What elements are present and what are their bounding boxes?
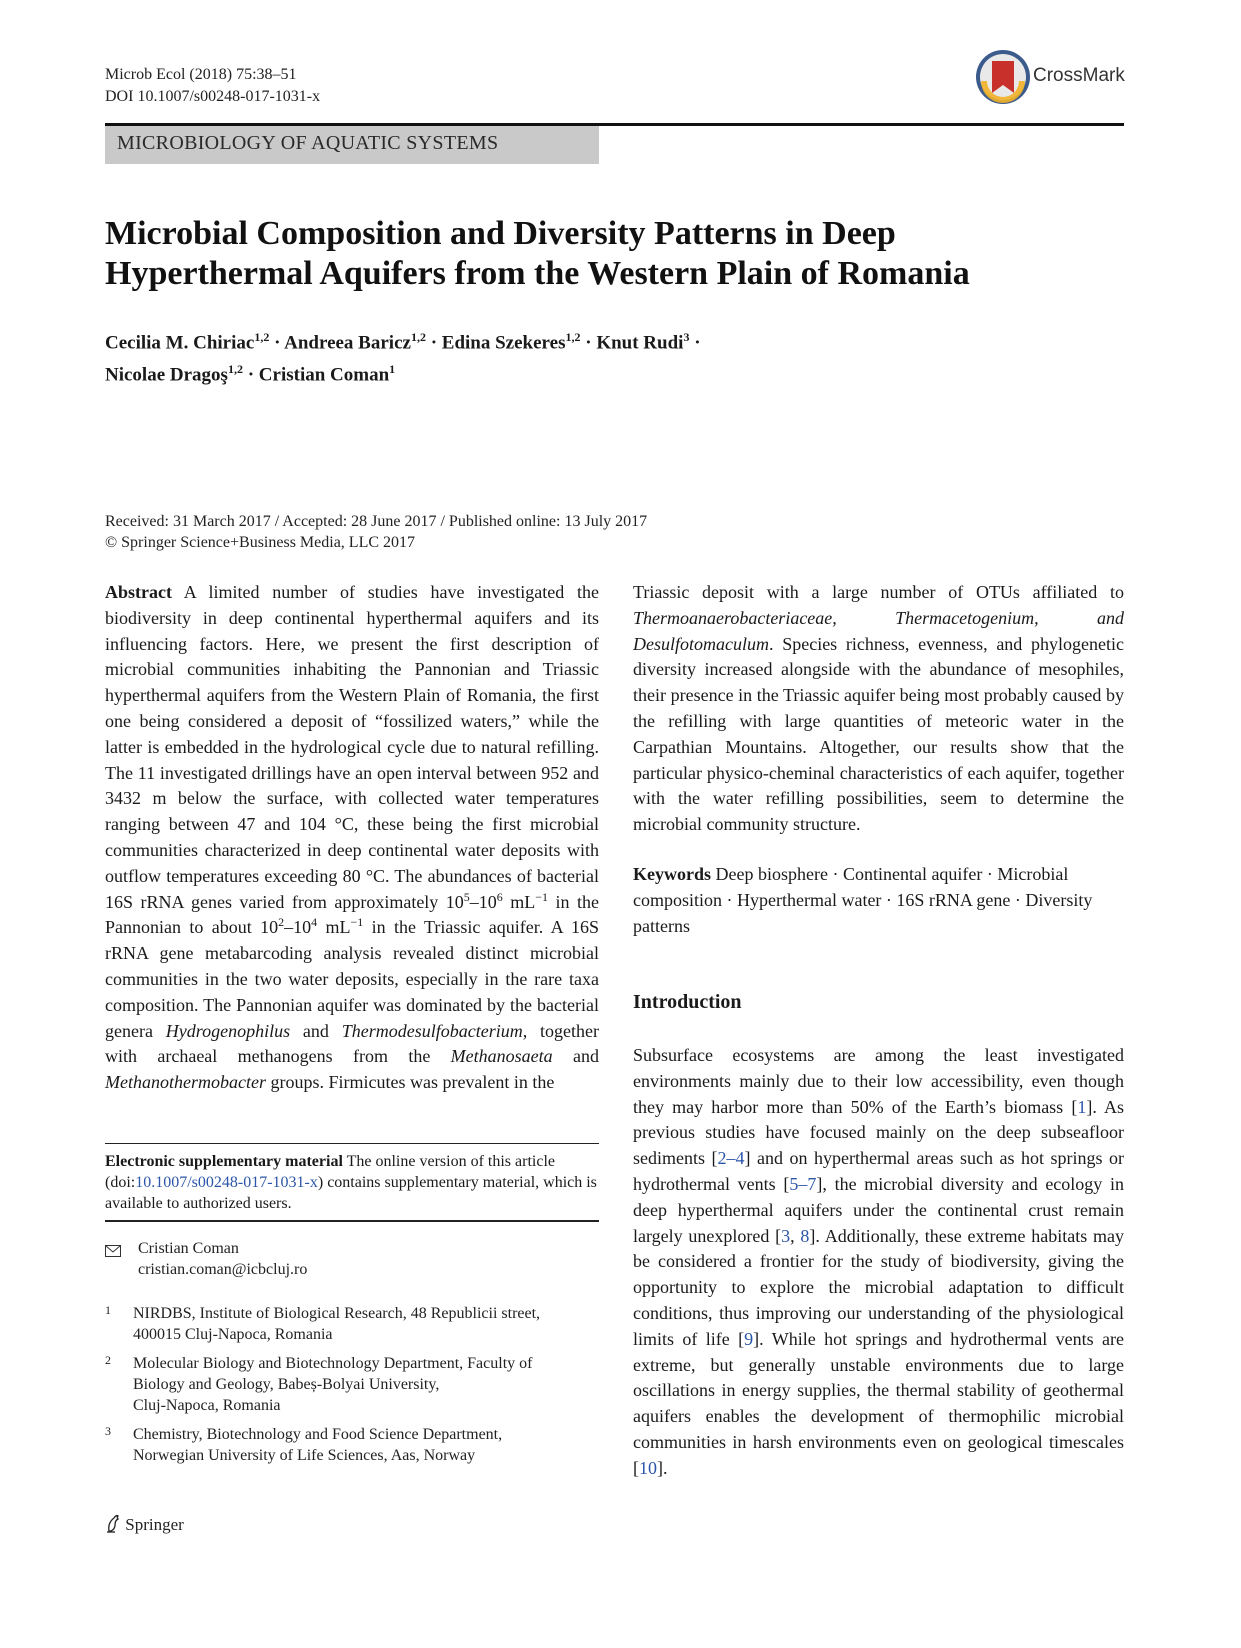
superscript: −1 <box>535 889 549 904</box>
affiliation-line: Molecular Biology and Biotechnology Department, Faculty of <box>133 1355 533 1372</box>
abstract-left-column <box>105 580 599 1096</box>
abstract-text: and <box>552 1046 599 1067</box>
abstract-text: groups. Firmicutes was prevalent in the <box>265 1072 555 1093</box>
author-affiliation: 3 <box>683 330 690 344</box>
intro-text: ]. Additionally, these extreme habitats may be considered a frontier for the study of biodiversity, giving the opportunity to explore the microbial adaptation to difficult conditions, thus improving our understanding of the physiological limits of life [ <box>633 1225 1124 1349</box>
envelope-icon <box>105 1245 121 1257</box>
intro-text: ]. As previous studies have focused mainly on the deep subseafloor sediments [ <box>633 1096 1124 1169</box>
corresponding-name: Cristian Coman <box>138 1240 239 1257</box>
copyright-line: © Springer Science+Business Media, LLC 2017 <box>105 534 416 551</box>
superscript: 6 <box>496 889 503 904</box>
citation-link[interactable]: 1 <box>1077 1096 1087 1117</box>
author-affiliation: 1,2 <box>410 330 426 344</box>
author-affiliation: 1,2 <box>565 330 581 344</box>
abstract-text: . Species richness, evenness, and phylogenetic diversity increased alongside with the abundance of mesophiles, their presence in the Triassic aquifer being most probably caused by the refilling with large quantities of meteoric water in the Carpathian Mountains. Altogether, our results show that the particular physico-cheminal characteristics of each aquifer, together with the water refilling possibilities, seem to determine the microbial community structure. <box>633 633 1124 835</box>
affiliation-number: 3 <box>105 1424 111 1438</box>
title-line-2: Hyperthermal Aquifers from the Western Plain of Romania <box>105 255 970 292</box>
abstract-paragraph <box>105 580 599 1096</box>
taxon-name: Thermodesulfobacterium <box>341 1020 523 1041</box>
intro-text: ]. <box>657 1457 668 1478</box>
publisher-name: Springer <box>125 1515 184 1534</box>
author-list <box>105 324 1005 389</box>
taxon-name: Hydrogenophilus <box>165 1020 291 1041</box>
author-line-2: Nicolae Dragoş$^{1,2}$ · Cristian Coman$^1$ <box>105 362 396 386</box>
keywords <box>633 862 1124 939</box>
author-affiliation: 1,2 <box>254 330 270 344</box>
affiliation-line: Norwegian University of Life Sciences, Aas, Norway <box>133 1447 476 1464</box>
author-name[interactable]: Andreea Baricz <box>284 332 411 354</box>
author-name[interactable]: Knut Rudi <box>596 332 684 354</box>
author-affiliation: 1 <box>389 362 396 377</box>
author-name[interactable]: Cristian Coman <box>258 364 390 386</box>
abstract-right-column <box>633 580 1124 939</box>
superscript: −1 <box>350 915 364 930</box>
crossmark-badge[interactable] <box>975 47 1125 107</box>
affiliation-number: 1 <box>105 1303 111 1317</box>
crossmark-label: CrossMark <box>1033 65 1125 86</box>
abstract-label: Abstract <box>105 582 172 602</box>
citation-link[interactable]: 10 <box>639 1457 657 1478</box>
abstract-text: mL <box>317 917 351 938</box>
publisher-footer <box>105 1513 184 1535</box>
corresponding-author <box>138 1238 307 1280</box>
citation-link[interactable]: 9 <box>744 1328 754 1349</box>
affiliation-line: Cluj-Napoca, Romania <box>133 1397 281 1414</box>
introduction-heading: Introduction <box>633 991 742 1013</box>
abstract-text: Triassic deposit with a large number of OTUs affiliated to <box>633 582 1124 602</box>
abstract-text: , together with archaeal methanogens from the <box>105 1020 599 1067</box>
affiliation-line: 400015 Cluj-Napoca, Romania <box>133 1326 333 1343</box>
esm-label: Electronic supplementary material <box>105 1153 343 1170</box>
abstract-text: mL <box>502 891 536 912</box>
intro-text: Subsurface ecosystems are among the least investigated environments mainly due to their low accessibility, even though they may harbor more than 50% of the Earth’s biomass [ <box>633 1045 1124 1117</box>
affiliation-2 <box>105 1353 605 1416</box>
doi-link[interactable]: 10.1007/s00248-017-1031-x <box>135 1174 318 1191</box>
intro-text: ]. While hot springs and hydrothermal vents are extreme, but generally unstable environments due to large oscillations in energy supplies, the thermal stability of geothermal aquifers enables the development of thermophilic microbial communities in harsh environments even on geological timescales [ <box>633 1328 1124 1478</box>
section-label <box>105 126 599 164</box>
abstract-continuation <box>633 580 1124 838</box>
abstract-text: in the Triassic aquifer. A 16S rRNA gene metabarcoding analysis revealed distinct microbial communities in the two water deposits, especially in the rare taxa composition. The Pannonian aquifer was dominated by the bacterial genera <box>105 917 600 1041</box>
esm-text: The online version of this article (doi: <box>105 1153 555 1191</box>
springer-horse-icon <box>105 1513 121 1533</box>
abstract-text: and <box>290 1020 342 1041</box>
corresponding-email[interactable]: cristian.coman@icbcluj.ro <box>138 1261 308 1278</box>
citation-link[interactable]: 2–4 <box>717 1148 745 1169</box>
article-title <box>105 214 1105 294</box>
title-line-1: Microbial Composition and Diversity Patterns in Deep <box>105 215 896 252</box>
abstract-text: –10 <box>284 917 312 938</box>
superscript: 5 <box>463 889 470 904</box>
author-affiliation: 1,2 <box>227 362 243 377</box>
superscript: 2 <box>278 915 285 930</box>
introduction-body <box>633 1043 1124 1482</box>
journal-info <box>105 64 320 108</box>
publication-dates <box>105 511 805 553</box>
affiliation-line: Biology and Geology, Babeș-Bolyai University, <box>133 1376 440 1393</box>
keywords-label: Keywords <box>633 863 711 884</box>
superscript: 4 <box>311 915 318 930</box>
section-label-text: MICROBIOLOGY OF AQUATIC SYSTEMS <box>117 132 499 154</box>
author-name[interactable]: Edina Szekeres <box>441 332 566 354</box>
abstract-text: in the Pannonian to about 10 <box>105 891 600 938</box>
abstract-text: –10 <box>469 891 497 912</box>
intro-text: , <box>790 1225 801 1246</box>
taxon-name: Thermoanaerobacteriaceae, Thermacetogenium, and Desulfotomaculum <box>633 607 1124 654</box>
doi: DOI 10.1007/s00248-017-1031-x <box>105 88 321 105</box>
esm-text: ) contains supplementary material, which is available to authorized users. <box>105 1174 597 1212</box>
esm-bottom-rule <box>105 1220 599 1222</box>
citation-link[interactable]: 5–7 <box>789 1173 817 1194</box>
citation-link[interactable]: 8 <box>800 1225 810 1246</box>
dates-line: Received: 31 March 2017 / Accepted: 28 June 2017 / Published online: 13 July 2017 <box>105 513 648 530</box>
author-name[interactable]: Cecilia M. Chiriac <box>105 332 255 354</box>
keywords-text: Deep biosphere · Continental aquifer · Microbial composition · Hyperthermal water · 16S rRNA gene · Diversity patterns <box>633 863 1093 936</box>
taxon-name: Methanosaeta <box>450 1046 553 1067</box>
affiliation-1 <box>105 1303 605 1345</box>
introduction-paragraph <box>633 1043 1124 1482</box>
affiliation-line: NIRDBS, Institute of Biological Research, 48 Republicii street, <box>133 1305 541 1322</box>
intro-text: ], the microbial diversity and ecology in deep hyperthermal aquifers under the continental crust remain largely unexplored [ <box>633 1173 1125 1246</box>
author-name[interactable]: Nicolae Dragoş <box>105 364 228 386</box>
author-line-1: Cecilia M. Chiriac$^{1,2}$ · Andreea Baricz$^{1,2}$ · Edina Szekeres$^{1,2}$ · Knut Rudi$^3$ · <box>105 330 701 354</box>
journal-citation: Microb Ecol (2018) 75:38–51 <box>105 66 297 83</box>
citation-link[interactable]: 3 <box>781 1225 791 1246</box>
supplementary-note <box>105 1151 599 1214</box>
esm-top-rule <box>105 1143 599 1144</box>
affiliation-3 <box>105 1424 605 1466</box>
abstract-text: A limited number of studies have investigated the biodiversity in deep continental hyperthermal aquifers and its influencing factors. Here, we present the first description of microbial communities inhabiting the Pannonian and Triassic hyperthermal aquifers from the Western Plain of Romania, the first one being considered a deposit of “fossilized waters,” while the latter is embedded in the hydrological cycle due to natural refilling. The 11 investigated drillings have an open interval between 952 and 3432 m below the surface, with collected water temperatures ranging between 47 and 104 °C, these being the first microbial communities characterized in deep continental water deposits with outflow temperatures exceeding 80 °C. The abundances of bacterial 16S rRNA genes varied from approximately 10 <box>105 582 599 912</box>
crossmark-icon <box>975 47 1031 107</box>
affiliation-line: Chemistry, Biotechnology and Food Science Department, <box>133 1426 503 1443</box>
affiliation-number: 2 <box>105 1353 111 1367</box>
intro-text: ] and on hyperthermal areas such as hot springs or hydrothermal vents [ <box>633 1148 1124 1194</box>
taxon-name: Methanothermobacter <box>105 1072 266 1093</box>
